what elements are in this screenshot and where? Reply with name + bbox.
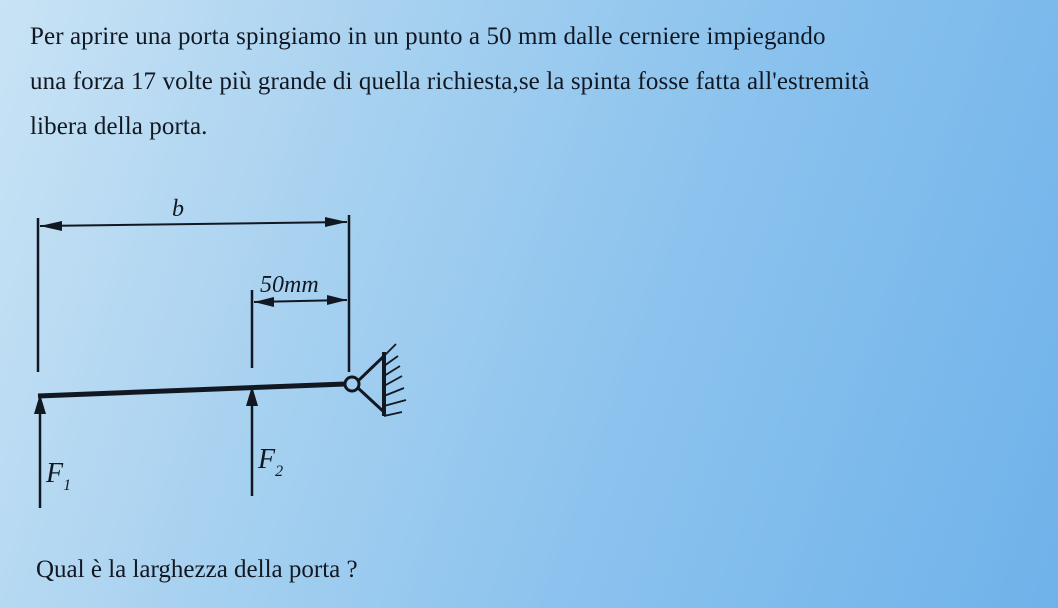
label-f1-main: F (46, 458, 64, 489)
label-f2-main: F (258, 444, 276, 475)
problem-line-3: libera della porta. (30, 113, 208, 140)
question-text: Qual è la larghezza della porta ? (36, 556, 358, 583)
hinge-support (345, 344, 406, 416)
problem-line-2: una forza 17 volte più grande di quella richiesta,se la spinta fosse fatta all'estremità (30, 68, 870, 95)
dimension-50mm (252, 272, 347, 368)
problem-line-1: Per aprire una porta spingiamo in un punto a 50 mm dalle cerniere impiegando (30, 23, 826, 50)
label-f2-sub: 2 (275, 463, 284, 480)
force-f2 (246, 386, 283, 496)
label-50mm: 50mm (260, 272, 319, 298)
label-f2 (257, 444, 283, 480)
label-f1-sub: 1 (63, 477, 72, 494)
door-bar (38, 384, 345, 396)
label-f1 (45, 458, 71, 494)
force-f1 (34, 394, 71, 508)
label-b: b (172, 196, 184, 222)
